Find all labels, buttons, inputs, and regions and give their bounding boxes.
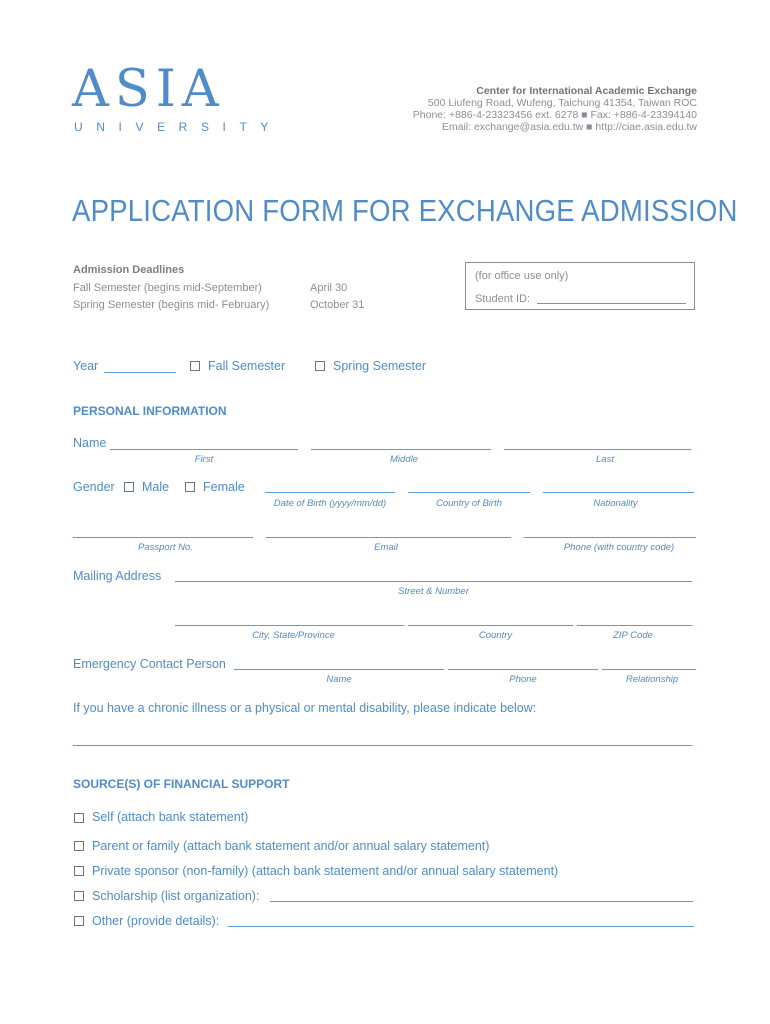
last-name-caption: Last (596, 454, 614, 465)
dob-field[interactable] (265, 492, 395, 493)
scholarship-option-label: Scholarship (list organization): (92, 889, 260, 903)
passport-caption: Passport No. (138, 542, 193, 553)
emergency-contact-label: Emergency Contact Person (73, 657, 226, 671)
fall-semester-checkbox[interactable] (190, 361, 200, 371)
female-label: Female (203, 480, 245, 494)
city-field[interactable] (175, 625, 404, 626)
private-sponsor-checkbox[interactable] (74, 866, 84, 876)
female-checkbox[interactable] (185, 482, 195, 492)
first-name-caption: First (194, 454, 214, 465)
male-label: Male (142, 480, 170, 494)
parent-family-option-label: Parent or family (attach bank statement and/or annual salary statement) (92, 839, 490, 853)
email-field[interactable] (266, 537, 511, 538)
emergency-phone-caption: Phone (509, 674, 537, 685)
country-caption: Country (478, 630, 513, 641)
street-caption: Street & Number (398, 586, 469, 597)
middle-name-caption: Middle (390, 454, 418, 465)
spring-semester-checkbox[interactable] (315, 361, 325, 371)
other-option-label: Other (provide details): (92, 914, 220, 928)
email-caption: Email (374, 542, 398, 553)
spring-semester-label: Spring Semester (333, 359, 427, 373)
zip-caption: ZIP Code (613, 630, 653, 641)
emergency-name-caption: Name (326, 674, 352, 685)
emergency-phone-field[interactable] (448, 669, 598, 670)
passport-field[interactable] (73, 537, 253, 538)
other-checkbox[interactable] (74, 916, 84, 926)
illness-field[interactable] (73, 745, 692, 746)
emergency-relationship-caption: Relationship (625, 674, 679, 685)
country-field[interactable] (408, 625, 573, 626)
last-name-field[interactable] (504, 449, 691, 450)
deadline-fall-date: April 30 (310, 282, 348, 294)
street-field[interactable] (175, 581, 692, 582)
gender-label: Gender (73, 480, 115, 494)
deadline-spring-semester: Spring Semester (begins mid- February) (73, 299, 270, 311)
year-label: Year (73, 359, 99, 373)
office-use-note: (for office use only) (475, 270, 569, 282)
emergency-relationship-field[interactable] (602, 669, 696, 670)
private-sponsor-option-label: Private sponsor (non-family) (attach bank statement and/or annual salary statement) (92, 864, 559, 878)
parent-family-checkbox[interactable] (74, 841, 84, 851)
year-field[interactable] (104, 372, 176, 373)
self-checkbox[interactable] (74, 813, 84, 823)
nationality-field[interactable] (543, 492, 694, 493)
phone-field[interactable] (524, 537, 696, 538)
page-title: APPLICATION FORM FOR EXCHANGE ADMISSION (72, 193, 738, 228)
first-name-field[interactable] (110, 449, 298, 450)
other-details-field[interactable] (228, 926, 694, 927)
illness-prompt: If you have a chronic illness or a physical or mental disability, please indicate below: (73, 701, 537, 715)
name-label: Name (73, 436, 107, 450)
center-phone-fax: Phone: +886-4-23323456 ext. 6278 ■ Fax: +886-4-23394140 (412, 109, 697, 121)
nationality-caption: Nationality (593, 498, 638, 509)
scholarship-field[interactable] (270, 901, 693, 902)
city-caption: City, State/Province (252, 630, 335, 641)
student-id-field[interactable] (537, 303, 686, 304)
male-checkbox[interactable] (124, 482, 134, 492)
country-of-birth-caption: Country of Birth (436, 498, 502, 509)
fall-semester-label: Fall Semester (208, 359, 286, 373)
phone-caption: Phone (with country code) (563, 542, 675, 553)
country-of-birth-field[interactable] (408, 492, 530, 493)
center-email-web: Email: exchange@asia.edu.tw ■ http://ciae.asia.edu.tw (441, 121, 697, 133)
logo-university: UNIVERSITY (74, 120, 283, 134)
personal-info-heading: PERSONAL INFORMATION (73, 404, 227, 418)
center-name: Center for International Academic Exchange (476, 85, 697, 97)
center-address: 500 Liufeng Road, Wufeng, Taichung 41354, Taiwan ROC (427, 97, 697, 109)
emergency-name-field[interactable] (234, 669, 444, 670)
mailing-address-label: Mailing Address (73, 569, 162, 583)
self-option-label: Self (attach bank statement) (92, 810, 249, 824)
zip-field[interactable] (577, 625, 692, 626)
student-id-label: Student ID: (475, 293, 531, 305)
deadline-fall-semester: Fall Semester (begins mid-September) (73, 282, 262, 294)
dob-caption: Date of Birth (yyyy/mm/dd) (273, 498, 387, 509)
financial-support-heading: SOURCE(S) OF FINANCIAL SUPPORT (73, 777, 290, 791)
logo-asia: ASIA (72, 60, 225, 119)
scholarship-checkbox[interactable] (74, 891, 84, 901)
deadlines-heading: Admission Deadlines (73, 264, 185, 276)
deadline-spring-date: October 31 (310, 299, 365, 311)
middle-name-field[interactable] (311, 449, 491, 450)
